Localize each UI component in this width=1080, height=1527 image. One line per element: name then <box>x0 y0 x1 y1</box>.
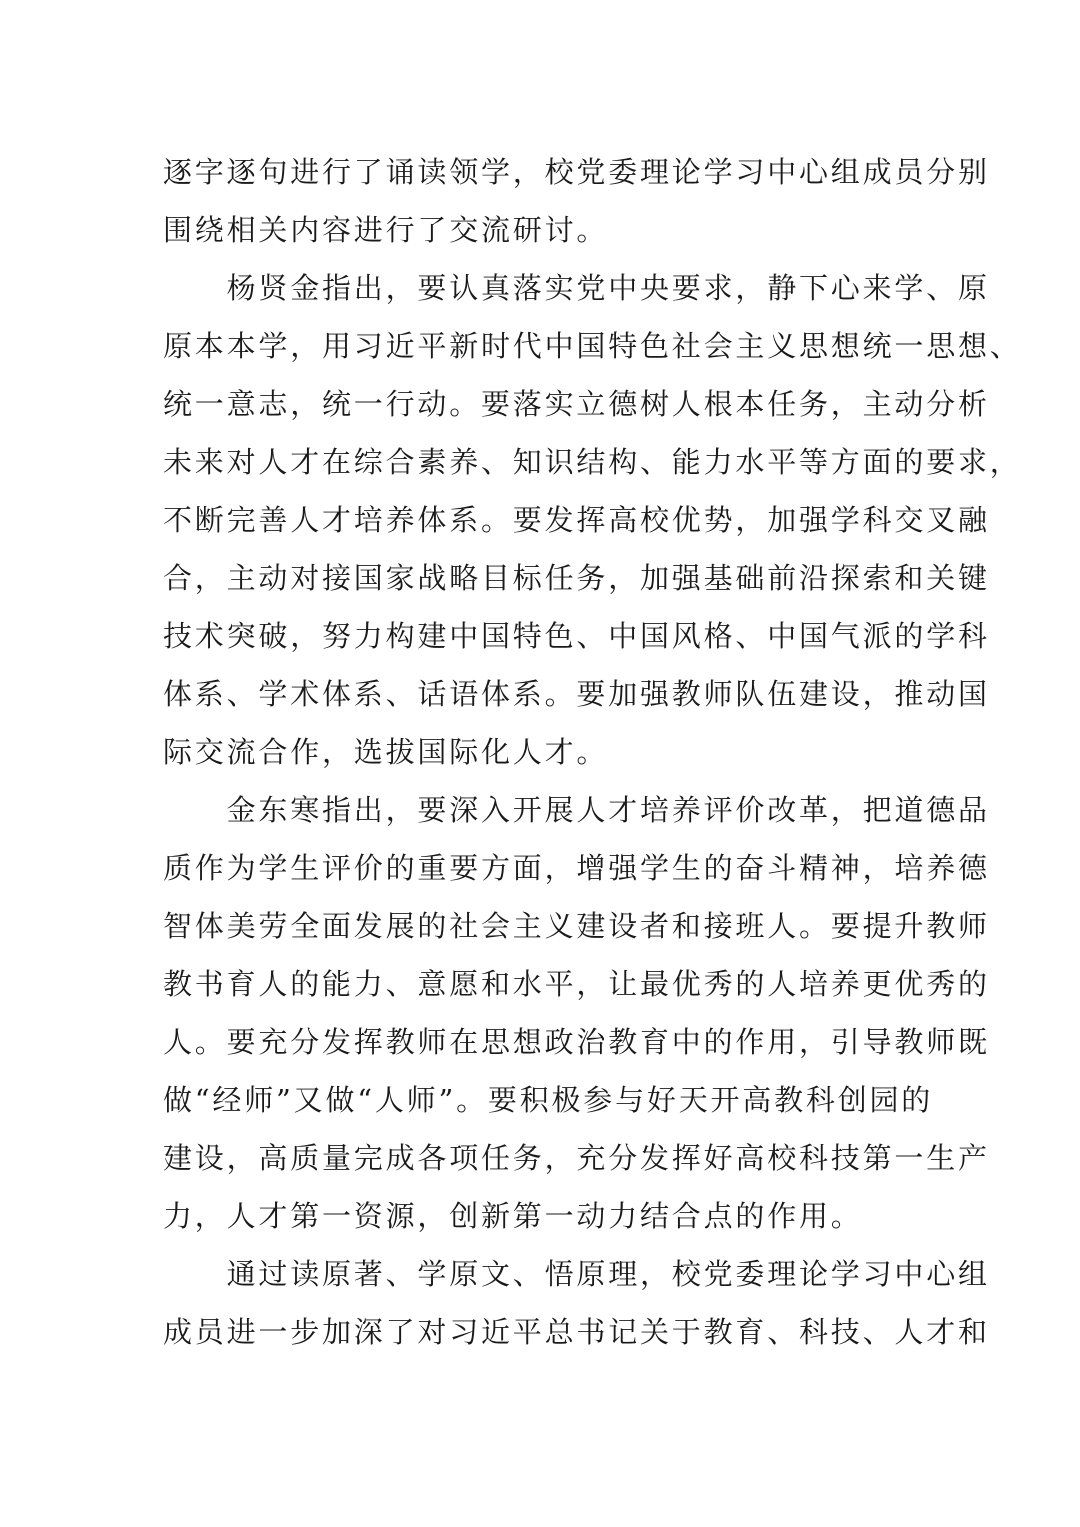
text-line: 力，人才第一资源，创新第一动力结合点的作用。 <box>163 1199 863 1233</box>
text-line: 原本本学，用习近平新时代中国特色社会主义思想统一思想、 <box>163 329 1022 363</box>
text-line: 建设，高质量完成各项任务，充分发挥好高校科技第一生产 <box>163 1141 990 1175</box>
text-line: 通过读原著、学原文、悟原理，校党委理论学习中心组 <box>163 1257 990 1291</box>
text-line: 统一意志，统一行动。要落实立德树人根本任务，主动分析 <box>163 387 990 421</box>
text-line: 技术突破，努力构建中国特色、中国风格、中国气派的学科 <box>163 619 990 653</box>
text-line: 教书育人的能力、意愿和水平，让最优秀的人培养更优秀的 <box>163 967 990 1001</box>
text-line: 质作为学生评价的重要方面，增强学生的奋斗精神，培养德 <box>163 851 990 885</box>
text-line: 成员进一步加深了对习近平总书记关于教育、科技、人才和 <box>163 1315 990 1349</box>
text-line: 际交流合作，选拔国际化人才。 <box>163 735 609 769</box>
text-line: 人。要充分发挥教师在思想政治教育中的作用，引导教师既 <box>163 1025 990 1059</box>
text-line: 合，主动对接国家战略目标任务，加强基础前沿探索和关键 <box>163 561 990 595</box>
body-text <box>163 143 1022 1361</box>
text-line: 围绕相关内容进行了交流研讨。 <box>163 213 609 247</box>
text-line: 做“经师”又做“人师”。要积极参与好天开高教科创园的 <box>163 1083 934 1117</box>
text-line: 智体美劳全面发展的社会主义建设者和接班人。要提升教师 <box>163 909 990 943</box>
text-line: 不断完善人才培养体系。要发挥高校优势，加强学科交叉融 <box>163 503 990 537</box>
text-line: 逐字逐句进行了诵读领学，校党委理论学习中心组成员分别 <box>163 155 990 189</box>
text-line: 体系、学术体系、话语体系。要加强教师队伍建设，推动国 <box>163 677 990 711</box>
text-line: 金东寒指出，要深入开展人才培养评价改革，把道德品 <box>163 793 990 827</box>
text-line: 杨贤金指出，要认真落实党中央要求，静下心来学、原 <box>163 271 990 305</box>
text-line: 未来对人才在综合素养、知识结构、能力水平等方面的要求， <box>163 445 1022 479</box>
